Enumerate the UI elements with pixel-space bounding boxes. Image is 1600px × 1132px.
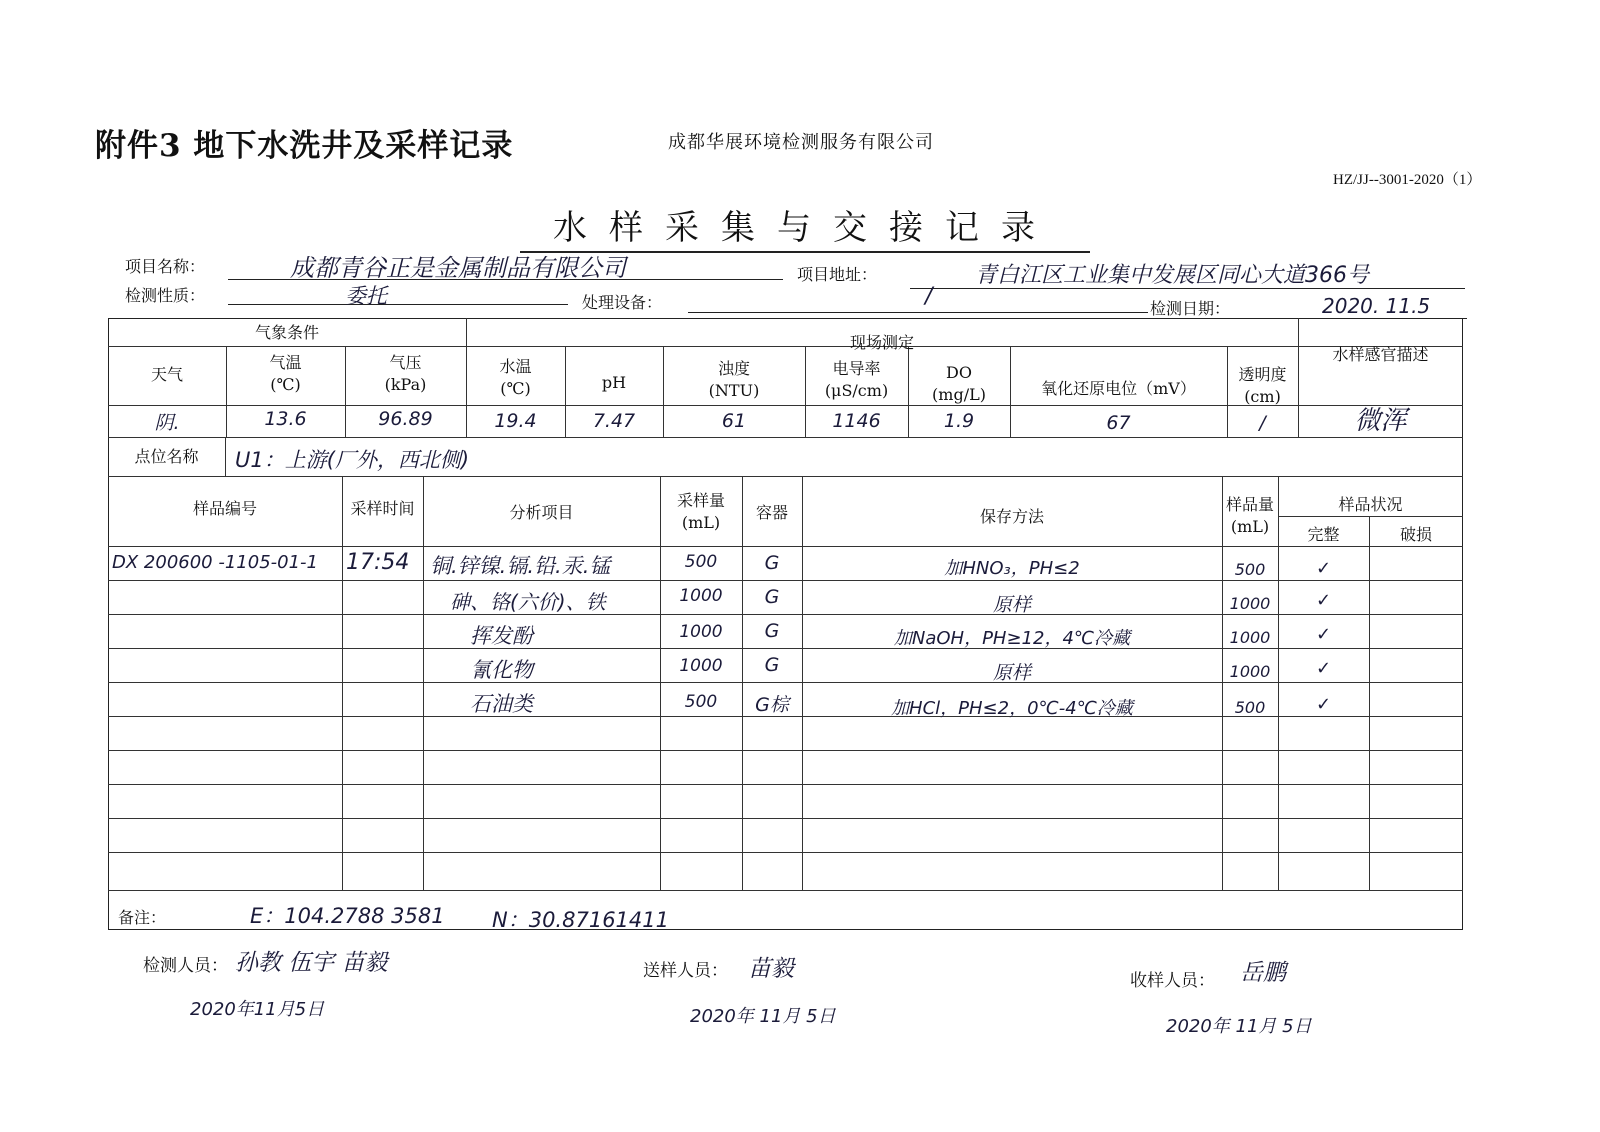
remark-n: N：30.87161411 xyxy=(492,908,669,932)
col-air-temp-label: 气温 xyxy=(269,353,302,372)
col-transparency xyxy=(1227,364,1298,407)
value-weather: 阴. xyxy=(154,412,180,434)
date-label: 检测日期： xyxy=(1150,299,1231,318)
equipment-line xyxy=(688,312,1148,313)
col-transparency-unit: (cm) xyxy=(1244,386,1281,406)
row-container: G棕 xyxy=(755,694,789,716)
receiver-signature: 岳鹏 xyxy=(1240,960,1286,986)
row-preserve: 加HCl，PH≤2，0℃-4℃冷藏 xyxy=(891,698,1133,719)
row-items: 挥发酚 xyxy=(470,624,533,648)
row-intact: ✓ xyxy=(1315,694,1332,715)
col-conductivity-unit: (μS/cm) xyxy=(824,380,889,400)
project-name-value: 成都青谷正是金属制品有限公司 xyxy=(290,254,626,282)
row-volume: 1000 xyxy=(679,656,723,676)
col-volume-label: 采样量 xyxy=(676,491,725,510)
col-water-temp-unit: (℃) xyxy=(500,378,531,398)
tester-label: 检测人员： xyxy=(143,956,228,976)
record-title: 水样采集与交接记录 xyxy=(520,200,1090,253)
row-items: 石油类 xyxy=(470,692,533,716)
row-intact: ✓ xyxy=(1315,590,1332,611)
col-volume xyxy=(660,490,742,533)
receiver-date: 2020年 11月 5日 xyxy=(1166,1016,1312,1037)
value-ph: 7.47 xyxy=(592,410,636,432)
row-preserve: 原样 xyxy=(992,662,1031,684)
value-conductivity: 1146 xyxy=(832,410,881,432)
col-container: 容器 xyxy=(755,503,788,522)
col-turbidity-unit: (NTU) xyxy=(708,380,760,400)
col-conductivity xyxy=(805,358,908,401)
col-preserve: 保存方法 xyxy=(979,507,1044,526)
col-pressure-unit: (kPa) xyxy=(384,374,427,394)
row-container: G xyxy=(764,620,780,642)
col-damaged: 破损 xyxy=(1399,525,1432,544)
col-ph: pH xyxy=(601,373,627,392)
sender-date: 2020年 11月 5日 xyxy=(690,1006,836,1027)
value-transparency: / xyxy=(1259,412,1266,434)
row-preserve: 加NaOH，PH≥12，4℃冷藏 xyxy=(893,628,1131,649)
col-amount-unit: (mL) xyxy=(1230,516,1270,536)
sample-time-value: 17:54 xyxy=(346,550,410,575)
sensory-group-header: 水样感官描述 xyxy=(1332,345,1429,364)
date-value: 2020. 11.5 xyxy=(1322,294,1431,318)
col-do-unit: (mg/L) xyxy=(932,384,986,404)
project-address-value: 青白江区工业集中发展区同心大道366号 xyxy=(975,263,1369,288)
row-amount: 1000 xyxy=(1229,662,1271,681)
row-container: G xyxy=(764,552,780,574)
row-volume: 1000 xyxy=(679,586,723,606)
nature-label: 检测性质： xyxy=(125,286,206,305)
col-amount xyxy=(1222,494,1278,537)
value-orp: 67 xyxy=(1106,412,1131,434)
tester-signature: 孙教 伍宇 苗毅 xyxy=(235,950,388,976)
col-air-temp xyxy=(226,352,345,395)
remark-e: E：104.2788 3581 xyxy=(250,904,445,928)
col-pressure xyxy=(345,352,466,395)
sender-label: 送样人员： xyxy=(643,961,728,981)
value-air-temp: 13.6 xyxy=(264,408,307,430)
row-items: 砷、铬(六价)、铁 xyxy=(450,590,606,614)
form-code: HZ/JJ--3001-2020（1） xyxy=(1333,172,1482,188)
tester-date: 2020年11月5日 xyxy=(190,999,325,1020)
value-do: 1.9 xyxy=(943,410,975,432)
row-intact: ✓ xyxy=(1315,658,1332,679)
field-group-header: 现场测定 xyxy=(849,333,914,352)
row-preserve: 原样 xyxy=(992,594,1031,616)
row-intact: ✓ xyxy=(1315,558,1332,579)
sender-signature: 苗毅 xyxy=(748,956,794,982)
sample-no-value: DX 200600 -1105-01-1 xyxy=(112,552,318,573)
value-water-temp: 19.4 xyxy=(494,410,537,432)
col-turbidity xyxy=(663,358,805,401)
company-name: 成都华展环境检测服务有限公司 xyxy=(668,132,934,153)
value-turbidity: 61 xyxy=(721,410,747,432)
row-items: 铜.锌镍.镉.铅.汞.锰 xyxy=(430,554,611,578)
col-conductivity-label: 电导率 xyxy=(832,359,881,378)
row-volume: 500 xyxy=(684,692,718,712)
nature-line xyxy=(228,304,568,305)
col-amount-label: 样品量 xyxy=(1225,495,1274,514)
col-sample-time: 采样时间 xyxy=(350,499,415,518)
col-water-temp xyxy=(466,356,565,399)
value-sensory: 微浑 xyxy=(1354,406,1407,436)
point-value: U1：上游(厂外，西北侧) xyxy=(235,448,470,472)
row-container: G xyxy=(764,654,780,676)
col-pressure-label: 气压 xyxy=(389,353,422,372)
nature-value: 委托 xyxy=(345,284,387,308)
row-amount: 1000 xyxy=(1229,628,1271,647)
row-volume: 500 xyxy=(684,552,718,572)
attachment-title: 附件3 地下水洗井及采样记录 xyxy=(95,128,514,164)
weather-group-header: 气象条件 xyxy=(254,323,319,342)
col-orp: 氧化还原电位（mV） xyxy=(1041,379,1196,398)
row-amount: 500 xyxy=(1234,560,1266,579)
col-turbidity-label: 浊度 xyxy=(717,359,750,378)
col-water-temp-label: 水温 xyxy=(499,357,532,376)
row-amount: 1000 xyxy=(1229,594,1271,613)
col-transparency-label: 透明度 xyxy=(1238,365,1287,384)
col-do xyxy=(908,362,1010,405)
col-analysis-items: 分析项目 xyxy=(509,503,574,522)
col-volume-unit: (mL) xyxy=(681,512,721,532)
remark-label: 备注： xyxy=(118,908,167,927)
col-intact: 完整 xyxy=(1307,525,1340,544)
equipment-value: / xyxy=(925,284,933,309)
project-name-label: 项目名称： xyxy=(125,257,206,276)
col-sample-no: 样品编号 xyxy=(192,499,257,518)
col-do-label: DO xyxy=(946,363,972,382)
row-volume: 1000 xyxy=(679,622,723,642)
equipment-label: 处理设备： xyxy=(582,293,663,312)
point-label: 点位名称 xyxy=(134,447,199,466)
value-pressure: 96.89 xyxy=(378,408,433,430)
receiver-label: 收样人员： xyxy=(1130,971,1215,991)
col-weather: 天气 xyxy=(150,365,183,384)
col-air-temp-unit: (℃) xyxy=(270,374,301,394)
row-intact: ✓ xyxy=(1315,624,1332,645)
row-container: G xyxy=(764,586,780,608)
row-items: 氰化物 xyxy=(470,658,533,682)
row-preserve: 加HNO₃，PH≤2 xyxy=(944,558,1080,579)
row-amount: 500 xyxy=(1234,698,1266,717)
col-status: 样品状况 xyxy=(1338,495,1403,514)
project-address-label: 项目地址： xyxy=(797,265,878,284)
